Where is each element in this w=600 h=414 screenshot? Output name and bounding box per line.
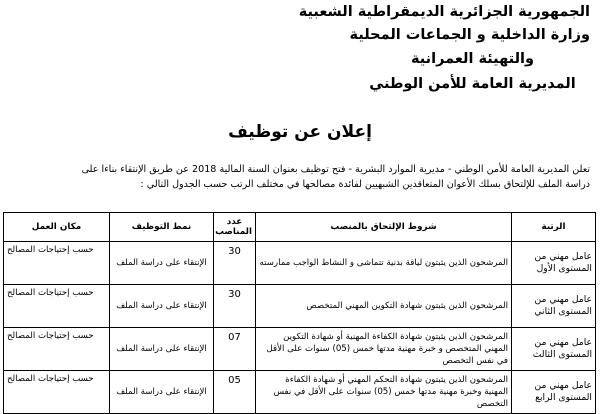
cell-mode: الإنتقاء على دراسة الملف xyxy=(110,371,214,414)
cell-count: 30 xyxy=(214,285,256,328)
intro-paragraph xyxy=(10,163,590,192)
header-ministry: وزارة الداخلية و الجماعات المحلية xyxy=(349,27,590,43)
cell-place: حسب إحتياجات المصالح xyxy=(4,242,110,285)
cell-place: حسب إحتياجات المصالح xyxy=(4,328,110,371)
cell-rank: عامل مهني من المستوى الرابع xyxy=(512,371,596,414)
page-title: إعلان عن توظيف xyxy=(228,122,372,142)
col-header-conditions: شروط الإلتحاق بالمنصب xyxy=(256,213,512,242)
cell-conditions: المرشحون الذين يثبتون شهادة التحكم المهني أو شهادة الكفاءة المهنية وخبرة مهنية مدتها خمس (05) سنوات على الأقل في نفس التخصص xyxy=(256,371,512,414)
cell-conditions: المرشحون الذين يثبتون شهادة الكفاءة المهنية أو شهادة التكوين المهني المتخصص و خبرة مهنية مدتها خمس (05) سنوات على الأقل في نفس التخصص xyxy=(256,328,512,371)
intro-line-1: تعلن المديرية العامة للأمن الوطني - مديرية الموارد البشرية - فتح توظيف بعنوان السنة المالية 2018 عن طريق الإنتقاء بناءا على xyxy=(81,164,590,175)
table-row xyxy=(4,285,596,328)
cell-place: حسب إحتياجات المصالح xyxy=(4,285,110,328)
cell-rank: عامل مهني من المستوى الثاني xyxy=(512,285,596,328)
cell-count: 07 xyxy=(214,328,256,371)
table-row xyxy=(4,242,596,285)
table-header-row xyxy=(4,213,596,242)
cell-count: 30 xyxy=(214,242,256,285)
cell-conditions: المرشحون الذين يثبتون لياقة بدنية تتماشى و النشاط الواجب ممارسته xyxy=(256,242,512,285)
cell-mode: الإنتقاء على دراسة الملف xyxy=(110,285,214,328)
cell-mode: الإنتقاء على دراسة الملف xyxy=(110,328,214,371)
header-directorate: المديرية العامة للأمن الوطني xyxy=(369,76,576,92)
col-header-place: مكان العمل xyxy=(4,213,110,242)
col-header-mode: نمط التوظيف xyxy=(110,213,214,242)
intro-line-2: دراسة الملف للإلتحاق بسلك الأعوان المتعاقدين الشبهيين لفائدة مصالحها في مختلف الرتب حسب الجدول التالي : xyxy=(140,178,590,190)
header-republic: الجمهورية الجزائرية الديمقراطية الشعبية xyxy=(298,4,590,20)
cell-count: 05 xyxy=(214,371,256,414)
cell-rank: عامل مهني من المستوى الأول xyxy=(512,242,596,285)
cell-rank: عامل مهني من المستوى الثالث xyxy=(512,328,596,371)
col-header-rank: الرتبة xyxy=(512,213,596,242)
positions-table xyxy=(3,212,596,414)
cell-mode: الإنتقاء على دراسة الملف xyxy=(110,242,214,285)
header-urban-planning: والتهيئة العمرانية xyxy=(410,51,535,67)
cell-place: حسب إحتياجات المصالح xyxy=(4,371,110,414)
table-row xyxy=(4,328,596,371)
col-header-count: عدد المناصب xyxy=(214,213,256,242)
cell-conditions: المرشحون الذين يثبتون شهادة التكوين المهني المتخصص xyxy=(256,285,512,328)
table-row xyxy=(4,371,596,414)
